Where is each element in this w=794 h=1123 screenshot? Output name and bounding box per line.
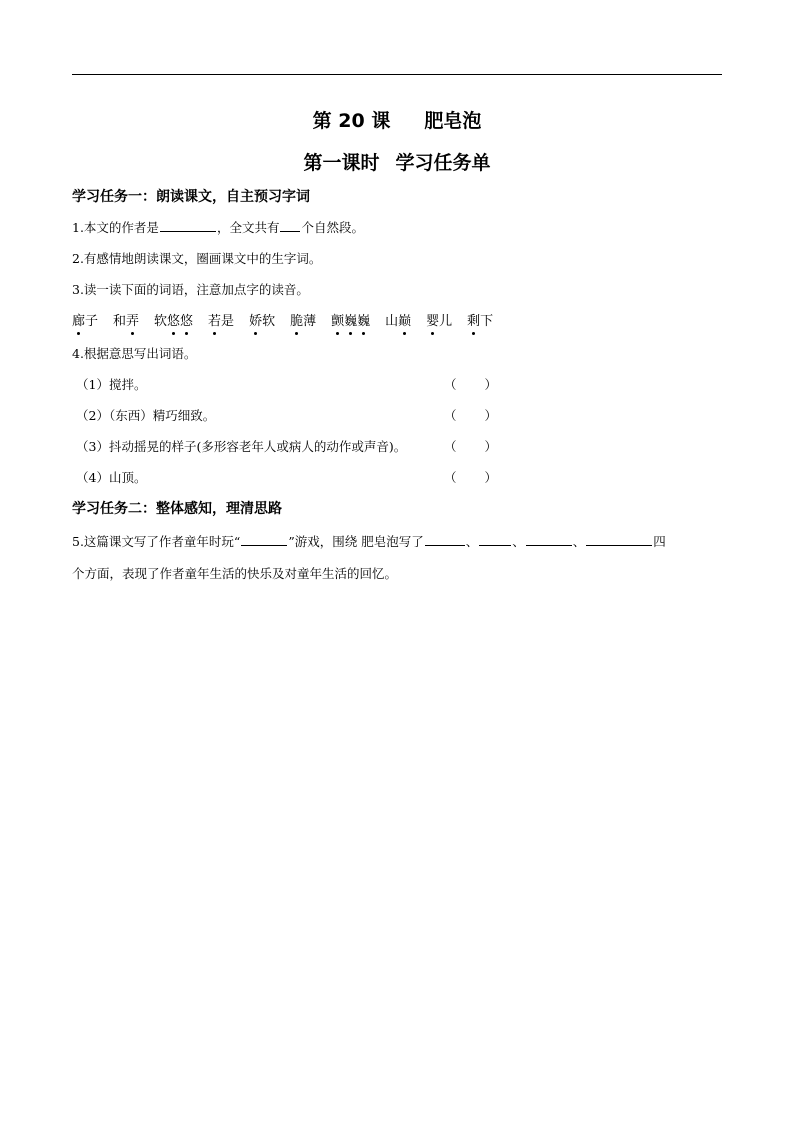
- question-2: 2.有感情地朗读课文，圈画课文中的生字词。: [72, 251, 322, 266]
- aspect-blank[interactable]: [479, 532, 511, 546]
- answer-paren[interactable]: （ ）: [444, 439, 498, 454]
- word-item: 山巅: [385, 310, 411, 329]
- answer-paren[interactable]: （ ）: [444, 408, 498, 423]
- word-list: [72, 310, 508, 329]
- word-item: 和弄: [113, 310, 139, 329]
- lesson-number: 第 20 课: [312, 110, 391, 132]
- definition-item: （2）（东西）精巧细致。: [76, 408, 216, 423]
- game-blank[interactable]: [241, 532, 287, 546]
- header-rule: [72, 74, 722, 75]
- word-item: 婴儿: [426, 310, 452, 329]
- definition-item: （4）山顶。: [76, 470, 147, 485]
- question-5: 5.这篇课文写了作者童年时玩“ ”游戏，围绕 肥皂泡写了 、 、 、 四: [72, 534, 666, 549]
- word-item: 颤巍巍: [331, 310, 370, 329]
- question-5-continued: 个方面，表现了作者童年生活的快乐及对童年生活的回忆。: [72, 566, 398, 581]
- paragraph-count-blank[interactable]: [280, 218, 300, 232]
- word-item: 脆薄: [290, 310, 316, 329]
- aspect-blank[interactable]: [526, 532, 572, 546]
- word-item: 软悠悠: [154, 310, 193, 329]
- answer-paren[interactable]: （ ）: [444, 470, 498, 485]
- word-item: 娇软: [249, 310, 275, 329]
- sheet-title: [0, 148, 794, 175]
- period-label: 第一课时: [303, 152, 380, 174]
- sheet-label: 学习任务单: [395, 152, 491, 174]
- definition-item: （3）抖动摇晃的样子(多形容老年人或病人的动作或声音)。: [76, 439, 407, 454]
- answer-paren[interactable]: （ ）: [444, 377, 498, 392]
- question-1: 1.本文的作者是 ，全文共有 个自然段。: [72, 220, 364, 235]
- task2-heading: 学习任务二：整体感知，理清思路: [72, 501, 282, 517]
- lesson-name: 肥皂泡: [424, 110, 482, 132]
- lesson-title: [0, 106, 794, 133]
- aspect-blank[interactable]: [586, 532, 652, 546]
- task1-heading: 学习任务一：朗读课文，自主预习字词: [72, 189, 310, 205]
- aspect-blank[interactable]: [425, 532, 465, 546]
- word-item: 若是: [208, 310, 234, 329]
- word-item: 剩下: [467, 310, 493, 329]
- definition-item: （1）搅拌。: [76, 377, 147, 392]
- question-3: 3.读一读下面的词语，注意加点字的读音。: [72, 282, 309, 297]
- word-item: 廊子: [72, 310, 98, 329]
- question-4: 4.根据意思写出词语。: [72, 346, 197, 361]
- author-blank[interactable]: [160, 218, 216, 232]
